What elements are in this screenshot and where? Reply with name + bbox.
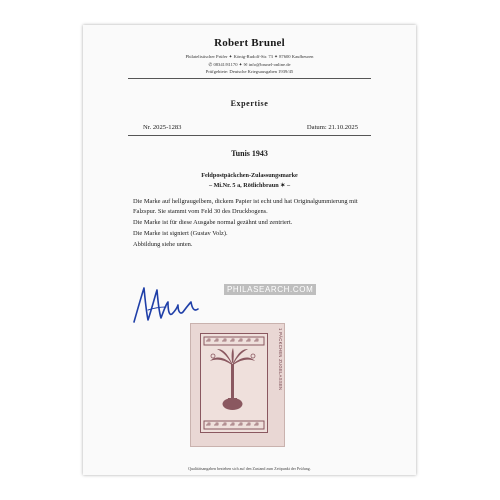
meta-divider: [128, 135, 371, 136]
examiner-specialty: Prüfgebiete: Deutsche Kriegsausgaben 1939/45: [205, 69, 294, 74]
examiner-address: Philatelistischer Prüfer ✦ König-Rudolf-Str. 73 ✦ 87600 Kaufbeuren: [185, 54, 314, 59]
stamp-frame: [200, 333, 268, 433]
issue-subtitle: Feldpostpäckchen-Zulassungsmarke: [201, 172, 298, 179]
body-paragraph: Die Marke ist für diese Ausgabe normal gezähnt und zentriert.: [133, 218, 293, 226]
examiner-name: Robert Brunel: [214, 37, 285, 49]
palm-tree-emblem: [201, 334, 267, 432]
body-paragraph: Abbildung siehe unten.: [133, 240, 193, 248]
stamp-side-inscription: 1 PÄCKCHEN ZUGELASSEN: [278, 328, 283, 391]
examiner-contact: ✆ 08341/81170 ✦ ✉ info@brunel-online.de: [208, 62, 291, 67]
certificate-sheet: [83, 25, 416, 475]
certificate-title: Expertise: [230, 99, 269, 108]
catalog-number: – Mi.Nr. 5 a, Rötlichbraun ✶ –: [208, 182, 291, 189]
header-divider: [128, 78, 371, 79]
footer-disclaimer: Qualitätsangaben beziehen sich auf den Zustand zum Zeitpunkt der Prüfung.: [188, 466, 311, 471]
issue-title: Tunis 1943: [231, 149, 268, 158]
watermark-overlay: PHILASEARCH.COM: [224, 284, 316, 295]
stamp-image: [190, 323, 285, 447]
body-paragraph: Die Marke auf hellgraugelbem, dickem Papier ist echt und hat Originalgummierung mit Falzspur. Sie stammt vom Feld 30 des Druckbogens.: [133, 198, 358, 215]
certificate-body: [133, 197, 373, 251]
certificate-date: Datum: 21.10.2025: [306, 124, 358, 131]
body-paragraph: Die Marke ist signiert (Gustav Volz).: [133, 229, 228, 237]
certificate-number: Nr. 2025-1283: [143, 124, 182, 131]
